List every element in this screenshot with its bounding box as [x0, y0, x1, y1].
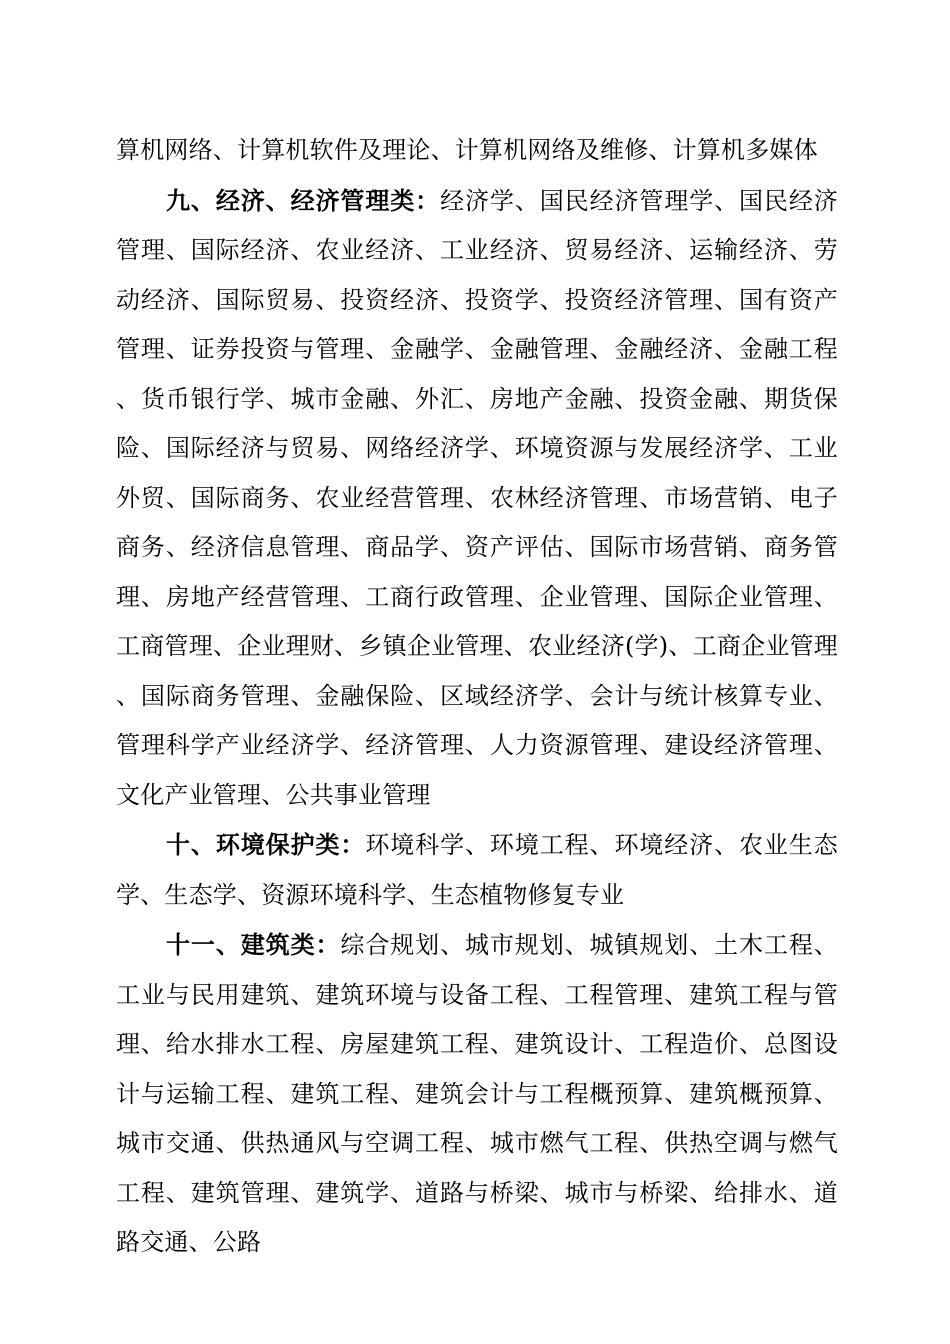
paragraph-text: 算机网络、计算机软件及理论、计算机网络及维修、计算机多媒体	[116, 136, 818, 164]
paragraph-text: 综合规划、城市规划、城镇规划、土木工程、工业与民用建筑、建筑环境与设备工程、工程管理、建筑工程与管理、给水排水工程、房屋建筑工程、建筑设计、工程造价、总图设计与运输工程、建筑工程、建筑会计与工程概预算、建筑概预算、城市交通、供热通风与空调工程、城市燃气工程、供热空调与燃气工程、建筑管理、建筑学、道路与桥梁、城市与桥梁、给排水、道路交通、公路	[116, 931, 838, 1256]
section-heading-environment: 十、环境保护类：	[166, 830, 366, 859]
paragraph-text: 环境科学、环境工程、环境经济、农业生态学、生态学、资源环境科学、生态植物修复专业	[116, 831, 838, 909]
section-heading-economics: 九、经济、经济管理类：	[166, 185, 441, 215]
paragraph-architecture	[116, 920, 838, 1268]
paragraph-environment	[116, 820, 838, 920]
paragraph-computer-continued	[116, 126, 838, 176]
paragraph-economics	[116, 176, 838, 821]
section-heading-architecture: 十一、建筑类：	[166, 930, 341, 959]
paragraph-text: 经济学、国民经济管理学、国民经济管理、国际经济、农业经济、工业经济、贸易经济、运输经济、劳动经济、国际贸易、投资经济、投资学、投资经济管理、国有资产管理、证券投资与管理、金融学、金融管理、金融经济、金融工程、货币银行学、城市金融、外汇、房地产金融、投资金融、期货保险、国际经济与贸易、网络经济学、环境资源与发展经济学、工业外贸、国际商务、农业经营管理、农林经济管理、市场营销、电子商务、经济信息管理、商品学、资产评估、国际市场营销、商务管理、房地产经营管理、工商行政管理、企业管理、国际企业管理、工商管理、企业理财、乡镇企业管理、农业经济(学)、工商企业管理、国际商务管理、金融保险、区域经济学、会计与统计核算专业、管理科学产业经济学、经济管理、人力资源管理、建设经济管理、文化产业管理、公共事业管理	[116, 186, 839, 809]
